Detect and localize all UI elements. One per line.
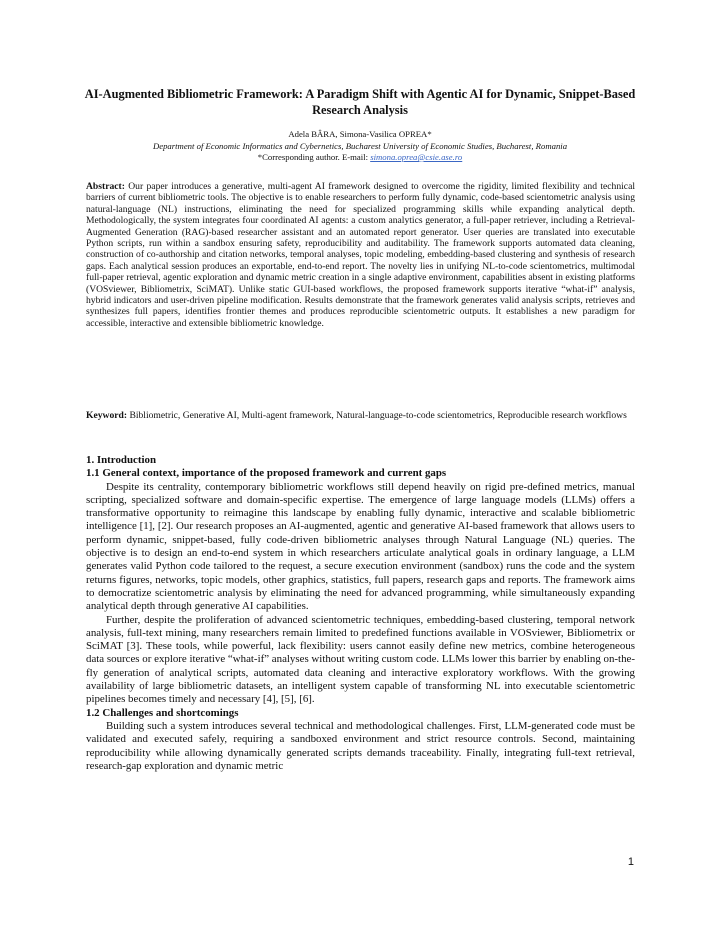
- author-names: Adela BÂRA, Simona-Vasilica OPREA*: [288, 129, 432, 139]
- keywords: [86, 410, 635, 422]
- keyword-text: Bibliometric, Generative AI, Multi-agent framework, Natural-language-to-code scientometrics, Reproducible research workflows: [129, 410, 627, 421]
- page-number: 1: [627, 856, 634, 868]
- paragraph: Despite its centrality, contemporary bibliometric workflows still depend heavily on rigid pre-defined metrics, manual scripting, specialized software and domain-specific expertise. The emergence of large language models (LLMs) offers a transformative opportunity to reimagine this landscape by enabling fully dynamic, interactive and scalable bibliometric intelligence [1], [2]. Our research proposes an AI-augmented, agentic and generative AI-based framework that allows users to perform dynamic, snippet-based, fully code-driven bibliometric analyses through Natural Language (NL) queries. The objective is to design an end-to-end system in which researchers articulate analytical goals in ordinary language, a LLM generates valid Python code tailored to the request, a secure execution environment (sandbox) runs the code and the system returns figures, networks, topic models, other graphics, statistics, full papers, research gaps and reports. The framework aims to democratize scientometric analysis by eliminating the need for advanced programming, while simultaneously expanding analytical depth through generative AI capabilities.: [86, 480, 635, 613]
- section-heading-introduction: 1. Introduction: [86, 454, 156, 466]
- subsection-heading-challenges: 1.2 Challenges and shortcomings: [86, 706, 239, 719]
- abstract-label: Abstract:: [86, 181, 125, 192]
- affiliation: Department of Economic Informatics and Cybernetics, Bucharest University of Economic Studies, Bucharest, Romania: [152, 140, 568, 151]
- keyword-label: Keyword:: [86, 410, 128, 421]
- abstract: [86, 181, 635, 329]
- corresponding-author-line: [60, 152, 660, 164]
- paper-title: AI-Augmented Bibliometric Framework: A Paradigm Shift with Agentic AI for Dynamic, Snippet-Based Research Analysis: [84, 87, 636, 117]
- abstract-text: Our paper introduces a generative, multi-agent AI framework designed to overcome the rigidity, limited flexibility and technical barriers of current bibliometric tools. The objective is to enable researchers to perform fully dynamic, code-based scientometric analysis using natural-language (NL) instructions, eliminating the need for specialized programming skills while expanding analytical depth. Methodologically, the system integrates four coordinated AI agents: a custom analytics generator, a full-paper retriever, including a Retrieval-Augmented Generation (RAG)-based researcher assistant and an automated report generator. User queries are translated into executable Python scripts, run within a sandbox ensuring safety, reproducibility and auditability. The framework supports automated data cleaning, construction of co-authorship and citation networks, temporal analyses, topic modeling, embedding-based clustering and synthesis of research gaps. Each analytical session produces an exportable, end-to-end report. The novelty lies in unifying NL-to-code scientometrics, multimodal full-paper retrieval, agentic exploration and dynamic metric creation in a single adaptive environment, capabilities absent in existing platforms (VOSviewer, Bibliometrix, SciMAT). Unlike static GUI-based workflows, the proposed framework supports iterative “what-if” analysis, hybrid indicators and user-driven pipeline modification. Results demonstrate that the framework generates valid analysis scripts, retrieves and synthesizes full papers, identifies frontier themes and produces reproducible scientometric outputs. It establishes a new paradigm for accessible, interactive and extensible bibliometric knowledge.: [86, 181, 635, 329]
- corresponding-label: *Corresponding author. E-mail:: [257, 152, 371, 162]
- body-text: [86, 454, 635, 773]
- subsection-heading-general-context: 1.1 General context, importance of the proposed framework and current gaps: [86, 467, 447, 480]
- author-block: [60, 129, 660, 164]
- paragraph: Building such a system introduces several technical and methodological challenges. First, LLM-generated code must be validated and executed safely, requiring a sandboxed environment and strict resource controls. Second, maintaining reproducibility while allowing dynamically generated scripts demands traceability. Finally, integrating full-text retrieval, research-gap exploration and dynamic metric: [86, 719, 635, 772]
- paragraph: Further, despite the proliferation of advanced scientometric techniques, embedding-based clustering, temporal network analysis, full-text mining, many researchers remain limited to predefined functions available in VOSviewer, Bibliometrix or SciMAT [3]. These tools, while powerful, lack flexibility: users cannot easily define new metrics, combine heterogeneous data sources or explore iterative “what-if” analyses without writing custom code. LLMs lower this barrier by enabling on-the-fly generation of analytical scripts, automated data cleaning and interactive exploratory workflows. With the growing availability of large bibliometric datasets, an intelligent system capable of transforming NL into executable scientometric pipelines becomes timely and necessary [4], [5], [6].: [86, 613, 635, 706]
- corresponding-email-link[interactable]: simona.oprea@csie.ase.ro: [370, 152, 463, 162]
